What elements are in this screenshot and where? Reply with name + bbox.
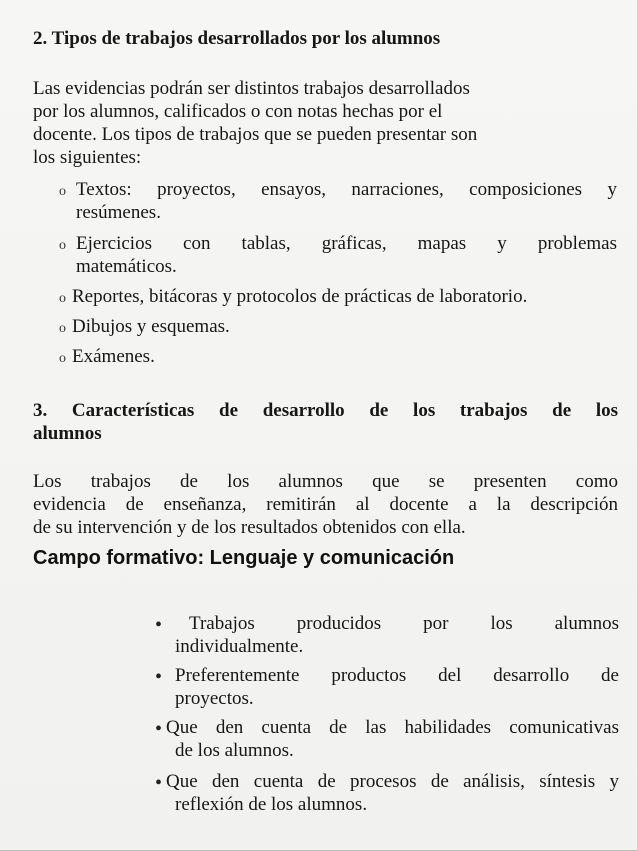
section-2-paragraph bbox=[33, 77, 593, 169]
circle-bullet-icon: o bbox=[59, 351, 66, 366]
paragraph-line: Los trabajos de los alumnos que se presenten como bbox=[33, 471, 618, 492]
list-item-line: Ejercicios con tablas, gráficas, mapas y problemas bbox=[76, 233, 617, 254]
list-item-line: individualmente. bbox=[175, 636, 304, 657]
circle-bullet-icon: o bbox=[59, 238, 66, 253]
list-item-line: Que den cuenta de procesos de análisis, síntesis y bbox=[166, 771, 619, 792]
paragraph-line: Las evidencias podrán ser distintos trabajos desarrollados bbox=[33, 78, 470, 99]
paragraph-line: evidencia de enseñanza, remitirán al docente a la descripción bbox=[33, 494, 618, 515]
paragraph-line: docente. Los tipos de trabajos que se pueden presentar son bbox=[33, 124, 478, 145]
circle-bullet-icon: o bbox=[59, 184, 66, 199]
paragraph-line: los siguientes: bbox=[33, 147, 142, 168]
list-item bbox=[166, 716, 619, 762]
circle-bullet-icon: o bbox=[59, 291, 66, 306]
bullet-dot-icon: • bbox=[155, 666, 163, 688]
list-item-line: proyectos. bbox=[175, 688, 254, 709]
paragraph-line: de su intervención y de los resultados obtenidos con ella. bbox=[33, 517, 466, 538]
paragraph-line: por los alumnos, calificados o con notas hechas por el bbox=[33, 101, 443, 122]
bullet-dot-icon: • bbox=[155, 614, 163, 636]
list-item bbox=[72, 345, 618, 368]
list-item-line: Dibujos y esquemas. bbox=[72, 316, 230, 337]
list-item bbox=[76, 178, 617, 224]
campo-formativo-heading: Campo formativo: Lenguaje y comunicación bbox=[33, 547, 455, 569]
list-item bbox=[72, 285, 618, 308]
list-item-line: de los alumnos. bbox=[175, 740, 294, 761]
list-item bbox=[76, 232, 617, 278]
bullet-dot-icon: • bbox=[155, 718, 163, 740]
list-item-line: reflexión de los alumnos. bbox=[175, 794, 368, 815]
heading-line: 3. Características de desarrollo de los trabajos de los bbox=[33, 400, 618, 421]
list-item-line: Trabajos producidos por los alumnos bbox=[189, 613, 619, 634]
list-item-line: Preferentemente productos del desarrollo de bbox=[175, 665, 619, 686]
list-item bbox=[175, 664, 619, 710]
section-3-paragraph bbox=[33, 470, 618, 539]
list-item-line: Exámenes. bbox=[72, 346, 155, 367]
list-item-line: Textos: proyectos, ensayos, narraciones, composiciones y bbox=[76, 179, 617, 200]
list-item-line: Reportes, bitácoras y protocolos de prácticas de laboratorio. bbox=[72, 286, 528, 307]
list-item-line: matemáticos. bbox=[76, 256, 177, 277]
list-item bbox=[175, 612, 619, 658]
list-item bbox=[166, 770, 619, 816]
list-item-line: Que den cuenta de las habilidades comunicativas bbox=[166, 717, 619, 738]
heading-line: alumnos bbox=[33, 423, 102, 444]
list-item bbox=[72, 315, 618, 338]
section-3-heading bbox=[33, 399, 618, 445]
bullet-dot-icon: • bbox=[155, 772, 163, 794]
list-item-line: resúmenes. bbox=[76, 202, 161, 223]
circle-bullet-icon: o bbox=[59, 321, 66, 336]
section-2-heading: 2. Tipos de trabajos desarrollados por los alumnos bbox=[33, 28, 441, 49]
